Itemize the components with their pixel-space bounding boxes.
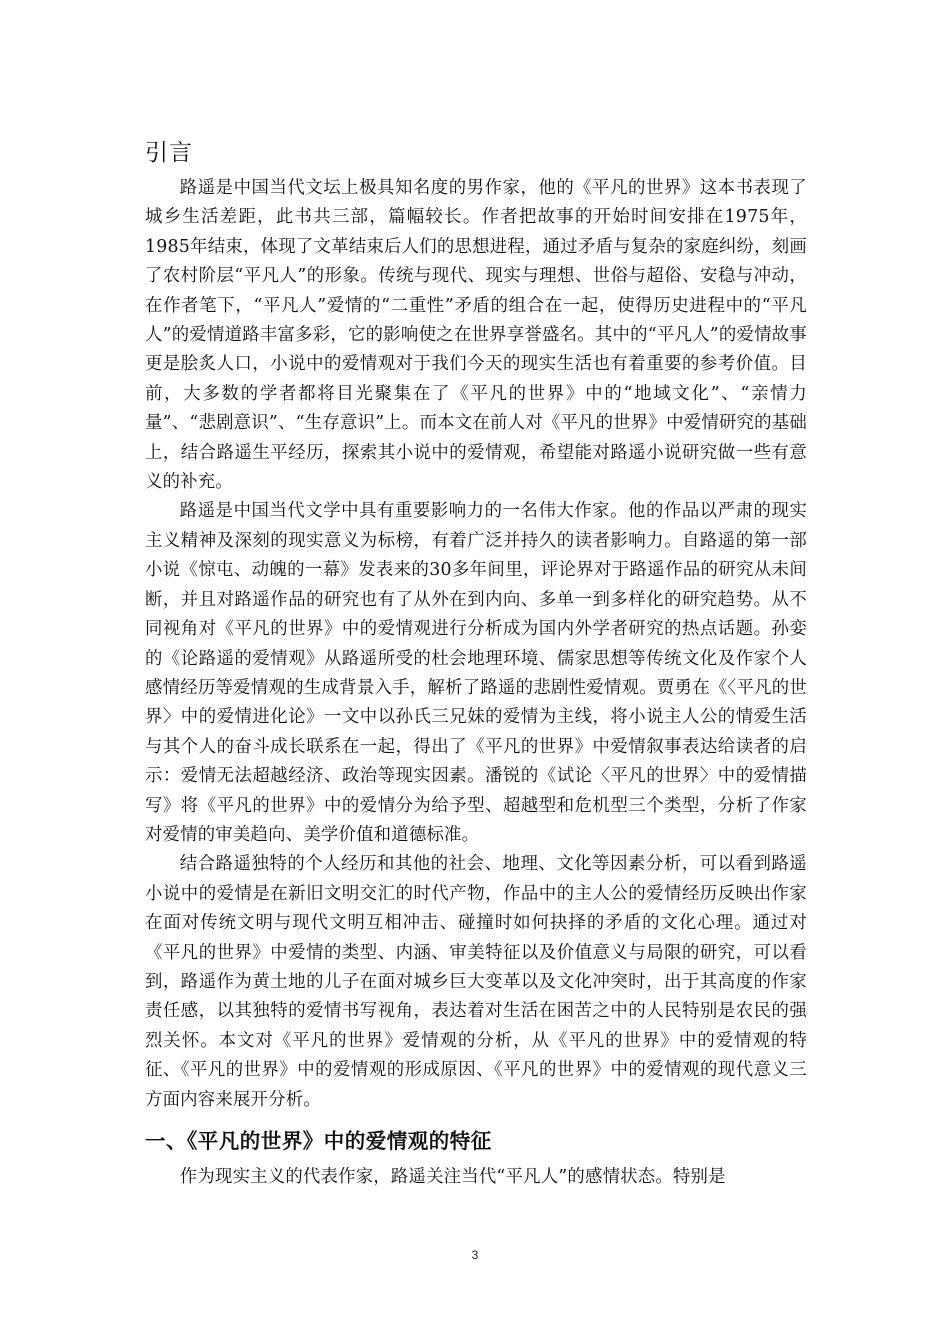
intro-heading: 引言: [145, 140, 193, 166]
intro-paragraph-2: 路遥是中国当代文学中具有重要影响力的一名伟大作家。他的作品以严肃的现实主义精神及深刻的现实意义为标榜，有着广泛并持久的读者影响力。自路遥的第一部小说《惊屯、动魄的一幕》发表来的30多年间里，评论界对于路遥作品的研究从未间断，并且对路遥作品的研究也有了从外在到内向、多单一到多样化的研究趋势。从不同视角对《平凡的世界》中的爱情观进行分析成为国内外学者研究的热点话题。孙娈的《论路遥的爱情观》从路遥所受的杜会地理环境、儒家思想等传统文化及作家个人感情经历等爱情观的生成背景入手，解析了路遥的悲剧性爱情观。贾勇在《〈平凡的世界〉中的爱情进化论》一文中以孙氏三兄妹的爱情为主线，将小说主人公的情爱生活与其个人的奋斗成长联系在一起，得出了《平凡的世界》中爱情叙事表达给读者的启示：爱情无法超越经济、政治等现实因素。潘锐的《试论〈平凡的世界〉中的爱情描写》将《平凡的世界》中的爱情分为给予型、超越型和危机型三个类型，分析了作家对爱情的审美趋向、美学价值和道德标准。: [145, 501, 807, 845]
section-heading: 一、《平凡的世界》中的爱情观的特征: [145, 1129, 492, 1153]
intro-paragraph-1: 路遥是中国当代文坛上极具知名度的男作家，他的《平凡的世界》这本书表现了城乡生活差距，此书共三部，篇幅较长。作者把故事的开始时间安排在1975年，1985年结束，体现了文革结束后人们的思想进程，通过矛盾与复杂的家庭纠纷，刻画了农村阶层“平凡人”的形象。传统与现代、现实与理想、世俗与超俗、安稳与冲动，在作者笔下，“平凡人”爱情的“二重性”矛盾的组合在一起，使得历史进程中的“平凡人”的爱情道路丰富多彩，它的影响使之在世界享誉盛名。其中的“平凡人”的爱情故事更是脍炙人口，小说中的爱情观对于我们今天的现实生活也有着重要的参考价值。目前，大多数的学者都将目光聚集在了《平凡的世界》中的“地域文化”、“亲情力量”、“悲剧意识”、“生存意识”上。而本文在前人对《平凡的世界》中爱情研究的基础上，结合路遥生平经历，探索其小说中的爱情观，希望能对路遥小说研究做一些有意义的补充。: [145, 178, 807, 493]
page-content: [145, 136, 807, 1192]
section-paragraph: 作为现实主义的代表作家，路遥关注当代“平凡人”的感情状态。特别是: [179, 1167, 726, 1187]
intro-paragraph-3: 结合路遥独特的个人经历和其他的社会、地理、文化等因素分析，可以看到路遥小说中的爱情是在新旧文明交汇的时代产物，作品中的主人公的爱情经历反映出作家在面对传统文明与现代文明互相冲击、碰撞时如何抉择的矛盾的文化心理。通过对《平凡的世界》中爱情的类型、内涵、审美特征以及价值意义与局限的研究，可以看到，路遥作为黄土地的儿子在面对城乡巨大变革以及文化冲突时，出于其高度的作家责任感，以其独特的爱情书写视角，表达着对生活在困苦之中的人民特别是农民的强烈关怀。本文对《平凡的世界》爱情观的分析，从《平凡的世界》中的爱情观的特征、《平凡的世界》中的爱情观的形成原因、《平凡的世界》中的爱情观的现代意义三方面内容来展开分析。: [145, 854, 807, 1110]
page-number: 3: [471, 1248, 479, 1262]
